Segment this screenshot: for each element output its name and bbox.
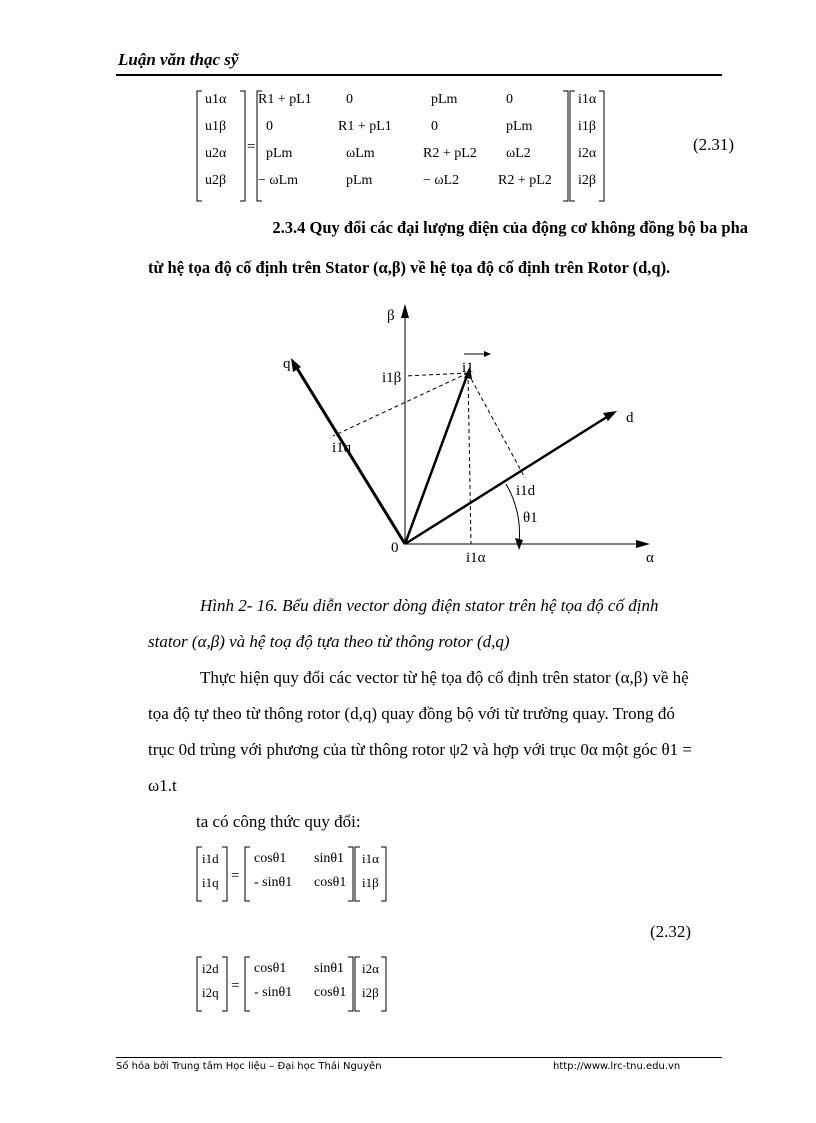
matrix-entry: ωLm (346, 146, 375, 161)
matrix-entry: 0 (506, 92, 513, 107)
lhs-entry: u1α (205, 92, 227, 107)
figure-caption-line-1: Hình 2- 16. Bểu diễn vector dòng điện stator trên hệ tọa độ cố định (200, 596, 659, 615)
equals-sign: = (247, 139, 256, 155)
matrix-entry: cosθ1 (314, 875, 347, 890)
lhs-entry: i2q (202, 985, 219, 1000)
matrix-entry: R1 + pL1 (338, 119, 392, 134)
vector-diagram (270, 300, 690, 570)
rhs-entry: i1α (578, 92, 597, 107)
lhs-entry: i1q (202, 875, 219, 890)
section-heading-line-2: từ hệ tọa độ cố định trên Stator (α,β) về hệ tọa độ cố định trên Rotor (d,q). (148, 258, 671, 277)
body-line-5: ta có công thức quy đổi: (196, 812, 361, 831)
rhs-entry: i2α (578, 146, 597, 161)
lhs-entry: i1d (202, 851, 219, 866)
i1beta-label: i1β (382, 370, 402, 386)
beta-label: β (387, 308, 395, 324)
body-line-1: Thực hiện quy đổi các vector từ hệ tọa độ cố định trên stator (α,β) về hệ (200, 668, 689, 687)
alpha-label: α (646, 550, 654, 566)
footer-left: Số hóa bởi Trung tâm Học liệu – Đại học Thái Nguyên (116, 1061, 382, 1072)
matrix-entry: pLm (431, 92, 458, 107)
section-heading-line-1: 2.3.4 Quy đổi các đại lượng điện của động cơ không đồng bộ ba pha (272, 218, 748, 237)
rhs-entry: i2α (362, 961, 379, 976)
q-label: q (283, 356, 291, 372)
svg-text:=: = (231, 868, 240, 884)
body-line-4: ω1.t (148, 776, 177, 795)
matrix-entry: pLm (506, 119, 533, 134)
matrix-entry: − ωLm (258, 173, 299, 188)
matrix-entry: ωL2 (506, 146, 531, 161)
matrix-entry: 0 (431, 119, 438, 134)
rhs-entry: i1β (362, 875, 379, 890)
svg-text:=: = (231, 978, 240, 994)
matrix-entry: R2 + pL2 (423, 146, 477, 161)
matrix-entry: cosθ1 (254, 961, 287, 976)
origin-label: 0 (391, 540, 399, 556)
matrix-entry: 0 (266, 119, 273, 134)
beta-arrowhead (401, 304, 409, 318)
lhs-entry: i2d (202, 961, 219, 976)
matrix-entry: pLm (266, 146, 293, 161)
matrix-entry: 0 (346, 92, 353, 107)
matrix-entry: - sinθ1 (254, 875, 293, 890)
matrix-entry: sinθ1 (314, 961, 345, 976)
body-line-2: tọa độ tự theo từ thông rotor (d,q) quay đồng bộ với từ trường quay. Trong đó (148, 704, 675, 723)
i1alpha-label: i1α (466, 550, 486, 566)
equation-number-2-31: (2.31) (693, 135, 735, 154)
d-axis (405, 415, 610, 544)
lhs-entry: u2β (205, 173, 227, 188)
rhs-entry: i2β (362, 985, 379, 1000)
equation-number-2-32: (2.32) (650, 922, 692, 941)
projection-lines (333, 373, 525, 544)
matrix-entry: pLm (346, 173, 373, 188)
rhs-entry: i2β (578, 173, 597, 188)
body-line-3: trục 0d trùng với phương của từ thông rotor ψ2 và hợp với trục 0α một góc θ1 = (148, 740, 692, 759)
matrix-entry: R1 + pL1 (258, 92, 312, 107)
i1d-label: i1d (516, 483, 536, 499)
footer-link[interactable]: http://www.lrc-tnu.edu.vn (553, 1061, 681, 1072)
matrix-entry: R2 + pL2 (498, 173, 552, 188)
rhs-entry: i1β (578, 119, 597, 134)
footer-rule (116, 1057, 722, 1058)
lhs-entry: u2α (205, 146, 227, 161)
alpha-arrowhead (636, 540, 650, 548)
running-header-title: Luận văn thạc sỹ (118, 50, 239, 69)
theta1-label: θ1 (523, 510, 538, 526)
d-label: d (626, 410, 634, 426)
rhs-entry: i1α (362, 851, 379, 866)
header-rule (116, 74, 722, 76)
i1-vector (405, 373, 468, 544)
equation-2-32-b (196, 955, 396, 1013)
matrix-entry: sinθ1 (314, 851, 345, 866)
lhs-entry: u1β (205, 119, 227, 134)
matrix-entry: - sinθ1 (254, 985, 293, 1000)
i1q-label: i1q (332, 440, 352, 456)
matrix-entry: − ωL2 (423, 173, 460, 188)
figure-caption-line-2: stator (α,β) và hệ toạ độ tựa theo từ thông rotor (d,q) (148, 632, 510, 651)
matrix-entry: cosθ1 (254, 851, 287, 866)
matrix-entry: cosθ1 (314, 985, 347, 1000)
i1-label: i1 (462, 360, 474, 376)
equation-2-32-a (196, 845, 396, 903)
equation-2-31 (196, 88, 616, 206)
